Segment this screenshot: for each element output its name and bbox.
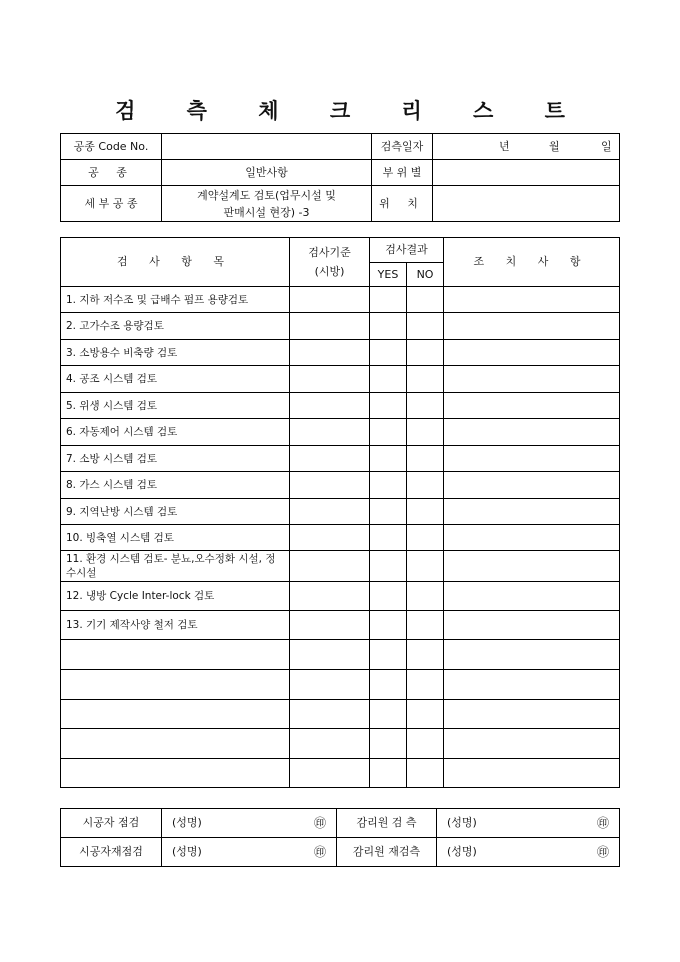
table-row (61, 340, 620, 366)
action-cell[interactable] (444, 729, 620, 759)
action-cell[interactable] (444, 525, 620, 551)
action-cell[interactable] (444, 446, 620, 472)
item-cell (61, 729, 290, 759)
col-standard-header (290, 238, 370, 287)
action-cell[interactable] (444, 340, 620, 366)
position-label: 위 치 (372, 186, 433, 222)
col-item-header: 검 사 항 목 (61, 238, 290, 287)
location-value[interactable] (433, 160, 620, 186)
signature-table (60, 808, 620, 867)
table-row (61, 670, 620, 700)
item-cell: 3. 소방용수 비축량 검토 (61, 340, 290, 366)
standard-cell[interactable] (290, 393, 370, 419)
standard-cell[interactable] (290, 525, 370, 551)
yes-cell[interactable] (370, 551, 407, 582)
standard-cell[interactable] (290, 499, 370, 525)
table-row (61, 499, 620, 525)
item-cell: 10. 빙축열 시스템 검토 (61, 525, 290, 551)
col-no-header: NO (407, 263, 444, 287)
inspection-table (60, 237, 620, 788)
detail-label: 세 부 공 종 (61, 186, 162, 222)
table-row (61, 419, 620, 446)
action-cell[interactable] (444, 499, 620, 525)
date-value[interactable] (433, 134, 620, 160)
table-row (61, 640, 620, 670)
action-cell[interactable] (444, 700, 620, 729)
supervisor-reinspect-signature[interactable] (437, 838, 620, 867)
no-cell[interactable] (407, 446, 444, 472)
item-cell: 7. 소방 시스템 검토 (61, 446, 290, 472)
table-row (61, 700, 620, 729)
item-cell: 8. 가스 시스템 검토 (61, 472, 290, 499)
yes-cell[interactable] (370, 499, 407, 525)
action-cell[interactable] (444, 313, 620, 340)
item-cell (61, 670, 290, 700)
item-cell (61, 759, 290, 788)
standard-cell[interactable] (290, 670, 370, 700)
yes-cell[interactable] (370, 525, 407, 551)
standard-cell[interactable] (290, 287, 370, 313)
yes-cell[interactable] (370, 472, 407, 499)
yes-cell[interactable] (370, 393, 407, 419)
seal-icon: ㊞ (313, 845, 326, 859)
col-action-header: 조 치 사 항 (444, 238, 620, 287)
standard-cell[interactable] (290, 700, 370, 729)
no-cell[interactable] (407, 525, 444, 551)
action-cell[interactable] (444, 582, 620, 611)
supervisor-reinspect-label: 감리원 재검측 (337, 838, 437, 867)
yes-cell[interactable] (370, 419, 407, 446)
no-cell[interactable] (407, 640, 444, 670)
table-row (61, 393, 620, 419)
standard-cell[interactable] (290, 340, 370, 366)
action-cell[interactable] (444, 472, 620, 499)
no-cell[interactable] (407, 393, 444, 419)
item-cell (61, 640, 290, 670)
standard-cell[interactable] (290, 551, 370, 582)
seal-icon: ㊞ (596, 816, 609, 830)
standard-cell[interactable] (290, 759, 370, 788)
no-cell[interactable] (407, 287, 444, 313)
no-cell[interactable] (407, 499, 444, 525)
code-label: 공종 Code No. (61, 134, 162, 160)
standard-cell[interactable] (290, 640, 370, 670)
action-cell[interactable] (444, 551, 620, 582)
supervisor-inspect-label: 감리원 검 측 (337, 809, 437, 838)
yes-cell[interactable] (370, 759, 407, 788)
date-label: 검측일자 (372, 134, 433, 160)
col-standard-line1: 검사기준 (308, 246, 351, 259)
document-title: 검 측 체 크 리 스 트 (115, 98, 587, 123)
item-cell: 1. 지하 저수조 및 급배수 펌프 용량검토 (61, 287, 290, 313)
action-cell[interactable] (444, 670, 620, 700)
supervisor-inspect-name: (성명) (447, 816, 477, 829)
no-cell[interactable] (407, 729, 444, 759)
info-row-detail (61, 186, 620, 222)
yes-cell[interactable] (370, 340, 407, 366)
item-cell: 5. 위생 시스템 검토 (61, 393, 290, 419)
yes-cell[interactable] (370, 582, 407, 611)
info-row-code (61, 134, 620, 160)
standard-cell[interactable] (290, 611, 370, 640)
no-cell[interactable] (407, 582, 444, 611)
standard-cell[interactable] (290, 313, 370, 340)
item-cell: 12. 냉방 Cycle Inter-lock 검토 (61, 582, 290, 611)
standard-cell[interactable] (290, 446, 370, 472)
no-cell[interactable] (407, 759, 444, 788)
position-value[interactable] (433, 186, 620, 222)
date-year: 년 (499, 139, 510, 153)
table-row (61, 525, 620, 551)
kind-label: 공 종 (61, 160, 162, 186)
table-row (61, 729, 620, 759)
seal-icon: ㊞ (596, 845, 609, 859)
location-label: 부 위 별 (372, 160, 433, 186)
no-cell[interactable] (407, 313, 444, 340)
item-cell: 6. 자동제어 시스템 검토 (61, 419, 290, 446)
action-cell[interactable] (444, 611, 620, 640)
standard-cell[interactable] (290, 366, 370, 393)
detail-value-line1: 계약설계도 검토(업무시설 및 (197, 188, 336, 202)
detail-value-line2: 판매시설 현장) -3 (223, 205, 310, 219)
table-row (61, 582, 620, 611)
table-row (61, 366, 620, 393)
info-row-kind (61, 160, 620, 186)
item-cell: 13. 기기 제작사양 철저 검토 (61, 611, 290, 640)
action-cell[interactable] (444, 366, 620, 393)
supervisor-inspect-signature[interactable] (437, 809, 620, 838)
table-row (61, 759, 620, 788)
item-cell: 11. 환경 시스템 검토- 분뇨,오수정화 시설, 정수시설 (61, 551, 290, 582)
standard-cell[interactable] (290, 419, 370, 446)
yes-cell[interactable] (370, 729, 407, 759)
yes-cell[interactable] (370, 670, 407, 700)
action-cell[interactable] (444, 419, 620, 446)
contractor-check-name: (성명) (172, 816, 202, 829)
no-cell[interactable] (407, 611, 444, 640)
standard-cell[interactable] (290, 472, 370, 499)
no-cell[interactable] (407, 419, 444, 446)
contractor-check-label: 시공자 점검 (61, 809, 162, 838)
signature-row-1 (61, 809, 620, 838)
signature-row-2 (61, 838, 620, 867)
yes-cell[interactable] (370, 366, 407, 393)
no-cell[interactable] (407, 551, 444, 582)
contractor-recheck-signature[interactable] (162, 838, 337, 867)
yes-cell[interactable] (370, 700, 407, 729)
item-cell: 2. 고가수조 용량검토 (61, 313, 290, 340)
table-row (61, 551, 620, 582)
no-cell[interactable] (407, 670, 444, 700)
yes-cell[interactable] (370, 287, 407, 313)
inspection-rows (61, 287, 620, 788)
seal-icon: ㊞ (313, 816, 326, 830)
item-cell: 4. 공조 시스템 검토 (61, 366, 290, 393)
no-cell[interactable] (407, 366, 444, 393)
standard-cell[interactable] (290, 729, 370, 759)
yes-cell[interactable] (370, 446, 407, 472)
action-cell[interactable] (444, 287, 620, 313)
inspection-header-row1 (61, 238, 620, 263)
contractor-recheck-name: (성명) (172, 845, 202, 858)
no-cell[interactable] (407, 700, 444, 729)
code-value[interactable] (162, 134, 372, 160)
yes-cell[interactable] (370, 313, 407, 340)
action-cell[interactable] (444, 640, 620, 670)
standard-cell[interactable] (290, 582, 370, 611)
action-cell[interactable] (444, 759, 620, 788)
table-row (61, 287, 620, 313)
table-row (61, 611, 620, 640)
item-cell (61, 700, 290, 729)
contractor-recheck-label: 시공자재점검 (61, 838, 162, 867)
col-standard-line2: (시방) (314, 265, 345, 278)
info-table (60, 133, 620, 222)
table-row (61, 472, 620, 499)
supervisor-reinspect-name: (성명) (447, 845, 477, 858)
col-result-header: 검사결과 (370, 238, 444, 263)
no-cell[interactable] (407, 340, 444, 366)
kind-value[interactable]: 일반사항 (162, 160, 372, 186)
item-cell: 9. 지역난방 시스템 검토 (61, 499, 290, 525)
table-row (61, 313, 620, 340)
yes-cell[interactable] (370, 640, 407, 670)
date-month: 월 (549, 139, 560, 153)
col-yes-header: YES (370, 263, 407, 287)
action-cell[interactable] (444, 393, 620, 419)
contractor-check-signature[interactable] (162, 809, 337, 838)
detail-value[interactable] (162, 186, 372, 222)
yes-cell[interactable] (370, 611, 407, 640)
table-row (61, 446, 620, 472)
date-day: 일 (601, 139, 612, 153)
no-cell[interactable] (407, 472, 444, 499)
